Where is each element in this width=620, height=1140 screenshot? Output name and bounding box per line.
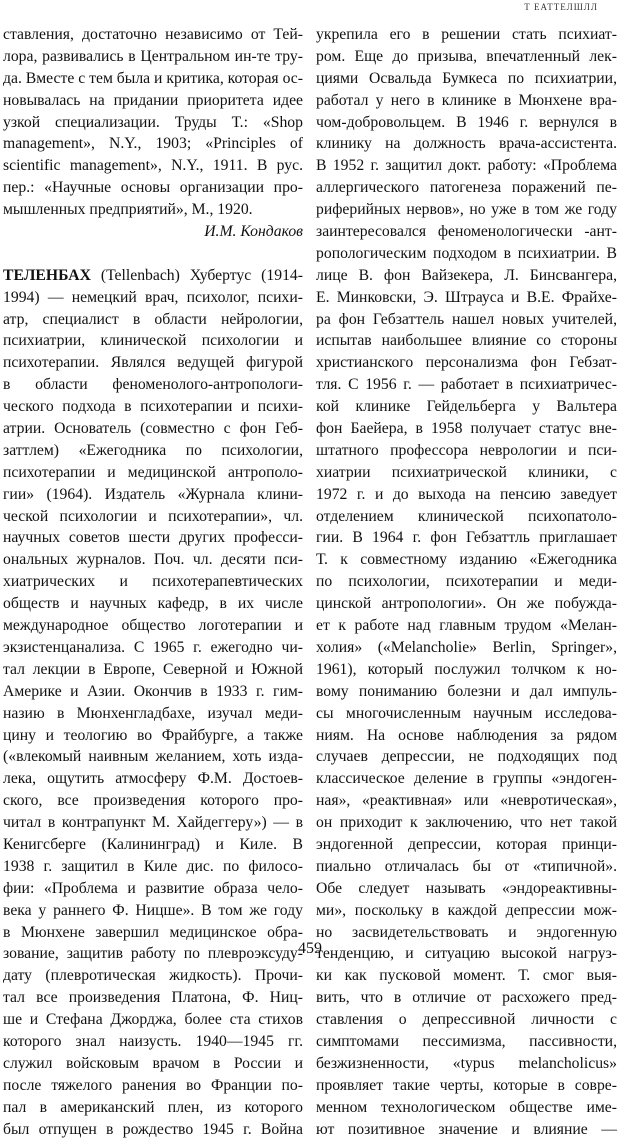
text-line: узкой специализации. Труды Т.: «Shop	[3, 113, 303, 131]
left-column	[3, 24, 303, 1140]
entry-text	[3, 287, 303, 1140]
text-line: проявляет такие черты, которые в совре-	[316, 1076, 617, 1094]
entry-first-line-rest: (Tellenbach) Хубертус (1914-	[90, 266, 303, 284]
text-line: испытав наибольшее влияние со стороны	[316, 332, 617, 350]
text-line: 1961), который послужил толчком к но-	[316, 660, 617, 678]
text-line: ческой психологии и психотерапии», чл.	[3, 507, 303, 525]
text-line: штатного профессора неврологии и пси-	[316, 441, 617, 459]
text-line: ческого подхода в психотерапии и психи-	[3, 398, 303, 416]
text-line: ниям. На основе наблюдения за рядом	[316, 726, 617, 744]
text-line: тля. С 1956 г. — работает в психиатричес-	[316, 376, 617, 394]
text-line: сы многочисленным научным исследова-	[316, 704, 617, 722]
entry-first-line	[3, 265, 303, 287]
text-line: ставления, достаточно независимо от Тей-	[3, 26, 303, 43]
text-line: ки как пусковой момент. Т. смог выя-	[316, 967, 617, 985]
text-line: отделением клинической психопатоло-	[316, 507, 617, 525]
previous-entry-text	[3, 24, 303, 221]
text-line: зование, защитив работу по плевроэксуду-	[3, 945, 303, 963]
text-line: вому пониманию болезни и дал импуль-	[316, 682, 617, 700]
text-line: вить, что в отличие от расхожего пред-	[316, 989, 617, 1007]
text-line: в области феноменолого-антропологи-	[3, 376, 303, 394]
text-line: укрепила его в решении стать психиат-	[316, 26, 617, 43]
text-line: которого знал наизусть. 1940—1945 гг.	[3, 1032, 303, 1050]
text-line: атр, специалист в области нейрологии,	[3, 310, 303, 328]
text-line: аллергического патогенеза поражений пе-	[316, 179, 617, 197]
text-line: риферийных нервов», но уже в том же году	[316, 201, 617, 219]
text-line: В 1952 г. защитил докт. работу: «Проблема	[316, 157, 617, 175]
text-line: лека, ощутить атмосферу Ф.М. Достоев-	[3, 770, 303, 788]
text-line: Е. Минковски, Э. Штрауса и В.Е. Фрайхе-	[316, 288, 617, 306]
text-line: менном технологическом обществе име-	[316, 1098, 617, 1116]
text-line: ональных журналов. Поч. чл. десяти пси-	[3, 551, 303, 569]
text-line: клинику на должность врача-ассистента.	[316, 135, 617, 153]
text-line: лице В. фон Вайзекера, Л. Бинсвангера,	[316, 266, 617, 284]
text-line: 1994) — немецкий врач, психолог, психи-	[3, 288, 303, 306]
text-line: работал у него в клинике в Мюнхене вра-	[316, 91, 617, 109]
text-line: был отпущен в рождество 1945 г. Война	[3, 1120, 303, 1138]
text-line: ют позитивное значение и влияние —	[316, 1120, 617, 1138]
previous-entry-author: И.М. Кондаков	[204, 223, 303, 241]
text-line: случаев депрессии, не подходящих под	[316, 748, 617, 766]
text-line: служил войсковым врачом в России и	[3, 1054, 303, 1072]
text-line: холия» («Melancholie» Berlin, Springer»,	[316, 638, 617, 656]
text-line: фии: «Проблема и развитие образа чело-	[3, 879, 303, 897]
text-line: лора, развивались в Центральном ин-те тру-	[3, 47, 303, 65]
text-line: ропологическим подходом в психиатрии. В	[316, 244, 617, 262]
text-line: 1972 г. и до выхода на пенсию заведует	[316, 485, 617, 503]
text-line: в Мюнхене завершил медицинское обра-	[3, 923, 303, 941]
text-line: циями Освальда Бумкеса по психиатрии,	[316, 69, 617, 87]
text-line: ная», «реактивная» или «невротическая»,	[316, 792, 617, 810]
text-line: симптомами пессимизма, пассивности,	[316, 1032, 617, 1050]
text-line: гии. В 1964 г. фон Гебзаттль приглашает	[316, 529, 617, 547]
text-line: психотерапии. Являлся ведущей фигурой	[3, 354, 303, 372]
text-line: новывалась на придании приоритета идее	[3, 91, 303, 109]
text-line: хиатрии психиатрической клиники, с	[316, 463, 617, 481]
text-line: ше и Стефана Джорджа, более ста стихов	[3, 1011, 303, 1029]
text-line: пер.: «Научные основы организации про-	[3, 179, 303, 197]
text-line: management», N.Y., 1903; «Principles of	[3, 135, 303, 153]
text-line: кой клинике Гейдельберга у Вальтера	[316, 398, 617, 416]
text-line: тал все произведения Платона, Ф. Ниц-	[3, 989, 303, 1007]
text-line: он приходит к заключению, что нет такой	[316, 814, 617, 832]
text-line: Т. к совместному изданию «Ежегодника	[316, 551, 617, 569]
text-line: научных советов шести других професси-	[3, 529, 303, 547]
text-line: мышленных предприятий», М., 1920.	[3, 201, 253, 219]
text-line: гии» (1964). Издатель «Журнала клини-	[3, 485, 303, 503]
text-line: тал лекции в Европе, Северной и Южной	[3, 660, 303, 678]
text-line: фон Баейера, в 1958 получает статус вне-	[316, 420, 617, 438]
text-line: ром. Еще до призыва, впечатленный лек-	[316, 47, 617, 65]
text-line: да. Вместе с тем была и критика, которая ос-	[3, 69, 303, 87]
text-line: цину и теологию во Фрайбурге, а также	[3, 726, 303, 744]
text-line: дату (плевротическая жидкость). Прочи-	[3, 967, 303, 985]
text-line: после тяжелого ранения во Франции по-	[3, 1076, 303, 1094]
text-line: чом-добровольцем. В 1946 г. вернулся в	[316, 113, 617, 131]
page-number: 459	[298, 940, 322, 957]
entry-headword: ТЕЛЕНБАХ	[3, 266, 91, 284]
text-line: века у раннего Ф. Ницше». В том же году	[3, 901, 303, 919]
text-line: ского, все произведения которого про-	[3, 792, 303, 810]
text-line: заинтересовался феноменологически -ант-	[316, 223, 617, 241]
text-line: ставления о депрессивной личности с	[316, 1011, 617, 1029]
text-line: атрии. Основатель (совместно с фон Геб-	[3, 420, 303, 438]
entry-separator	[3, 243, 303, 265]
text-line: читал в контрапункт М. Хайдеггеру») — в	[3, 814, 303, 832]
text-line: эндогенной депрессии, которая принци-	[316, 835, 617, 853]
text-line: Америке и Азии. Окончив в 1933 г. гим-	[3, 682, 303, 700]
text-line: христианского персонализма фон Гебзат-	[316, 354, 617, 372]
text-line: международное общество логотерапии и	[3, 617, 303, 635]
text-line: Обе следует называть «эндореактивны-	[316, 879, 617, 897]
text-line: цинской антропологии». Он же побужда-	[316, 595, 617, 613]
text-line: обществ и научных кафедр, в их числе	[3, 595, 303, 613]
text-line: по психологии, психотерапии и меди-	[316, 573, 617, 591]
text-line: психиатрии, клинической психологии и	[3, 332, 303, 350]
text-line: («влекомый наивным желанием, хоть изда-	[3, 748, 303, 766]
text-line: scientific management», N.Y., 1911. В рус.	[3, 157, 303, 175]
text-line: тенденцию, и ситуацию высокой нагруз-	[316, 945, 617, 963]
text-line: пал в американский плен, из которого	[3, 1098, 303, 1116]
text-line: ми», поскольку в каждой депрессии мож-	[316, 901, 617, 919]
text-line: но засвидетельствовать и эндогенную	[316, 923, 617, 941]
text-line: экзистенцанализа. С 1965 г. ежегодно чи-	[3, 638, 303, 656]
text-line: 1938 г. защитил в Киле дис. по филосо-	[3, 857, 303, 875]
text-line: безжизненности, «typus melancholicus»	[316, 1054, 617, 1072]
text-line: назию в Мюнхенгладбахе, изучал меди-	[3, 704, 303, 722]
text-line: хиатрических и психотерапевтических	[3, 573, 303, 591]
right-column	[316, 24, 617, 1140]
text-line: заттлем) «Ежегодника по психологии,	[3, 441, 303, 459]
text-line: пиально отличалась бы от «типичной».	[316, 857, 617, 875]
text-line: ра фон Гебзаттель нашел новых учителей,	[316, 310, 617, 328]
text-line: классическое деление в группы «эндоген-	[316, 770, 617, 788]
text-line: ет к работе над главным трудом «Мелан-	[316, 617, 617, 635]
text-line: психотерапии и медицинской антрополо-	[3, 463, 303, 481]
running-head: Т ЕАТТЕЛШЛЛ	[524, 2, 598, 12]
text-line: Кенигсберге (Калининград) и Киле. В	[3, 835, 303, 853]
